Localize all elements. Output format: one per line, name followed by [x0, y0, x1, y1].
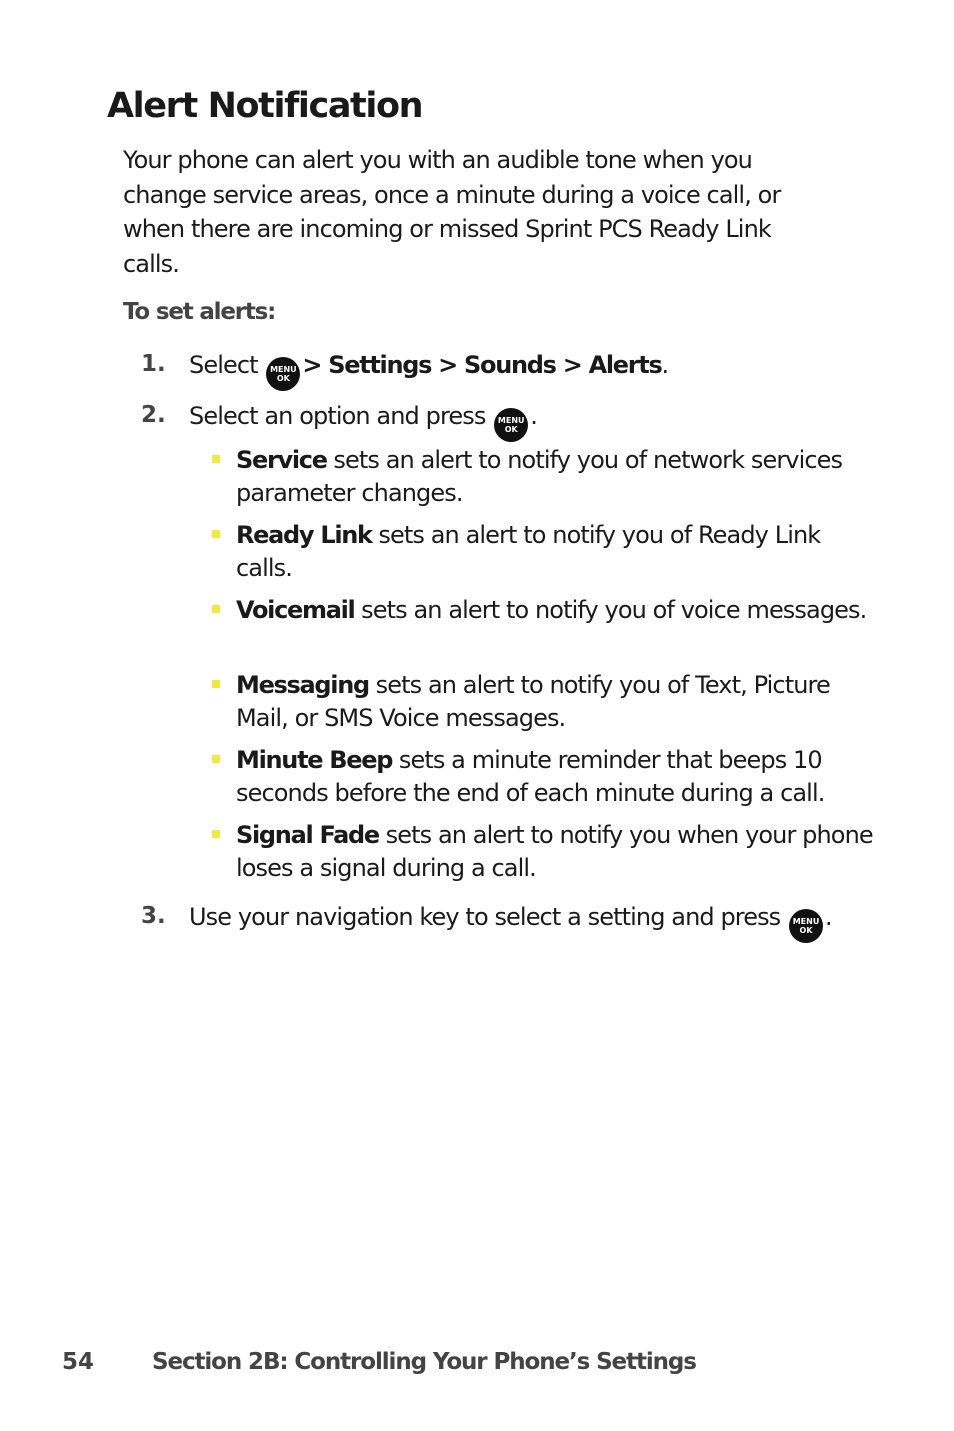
option-term: Minute Beep	[236, 746, 393, 774]
option-description: sets an alert to notify you of Ready Link calls.	[236, 521, 821, 582]
option-description: sets a minute reminder that beeps 10 seconds before the end of each minute during a call.	[236, 746, 825, 807]
page-title: Alert Notification	[107, 86, 423, 126]
option-voicemail	[236, 594, 876, 627]
option-description: sets an alert to notify you of Text, Picture Mail, or SMS Voice messages.	[236, 671, 830, 732]
option-description: sets an alert to notify you when your phone loses a signal during a call.	[236, 821, 873, 882]
bullet-square-icon	[212, 755, 220, 763]
bullet-square-icon	[212, 830, 220, 838]
bullet-square-icon	[212, 455, 220, 463]
option-ready-link	[236, 519, 876, 585]
step-1-menu-path: > Settings > Sounds > Alerts	[302, 351, 662, 379]
section-footer: Section 2B: Controlling Your Phone’s Settings	[152, 1349, 696, 1375]
option-messaging	[236, 669, 876, 735]
option-description: sets an alert to notify you of voice messages.	[354, 596, 867, 624]
bullet-square-icon	[212, 530, 220, 538]
step-3-prefix: Use your navigation key to select a setting and press	[189, 903, 781, 931]
bullet-square-icon	[212, 680, 220, 688]
menu-ok-key-icon: MENU OK	[789, 909, 823, 943]
bullet-square-icon	[212, 605, 220, 613]
step-2-number: 2.	[141, 402, 166, 428]
option-term: Signal Fade	[236, 821, 379, 849]
step-3-text: Use your navigation key to select a setting and press MENU OK .	[189, 903, 832, 943]
option-description: sets an alert to notify you of network services parameter changes.	[236, 446, 843, 507]
step-2-prefix: Select an option and press	[189, 402, 486, 430]
menu-ok-key-icon: MENU OK	[266, 357, 300, 391]
step-1-prefix: Select	[189, 351, 258, 379]
step-3-number: 3.	[141, 903, 166, 929]
page-number: 54	[62, 1349, 95, 1375]
option-service	[236, 444, 876, 510]
step-1-number: 1.	[141, 351, 166, 377]
option-term: Service	[236, 446, 327, 474]
option-term: Messaging	[236, 671, 369, 699]
menu-ok-key-icon: MENU OK	[494, 408, 528, 442]
option-signal-fade	[236, 819, 876, 885]
option-term: Ready Link	[236, 521, 372, 549]
procedure-heading: To set alerts:	[123, 299, 276, 325]
step-2-text: Select an option and press MENU OK .	[189, 402, 537, 442]
intro-paragraph: Your phone can alert you with an audible tone when you change service areas, once a minute during a voice call, or when there are incoming or missed Sprint PCS Ready Link calls.	[123, 146, 781, 278]
option-minute-beep	[236, 744, 876, 810]
step-1-text: Select MENU OK > Settings > Sounds > Alerts.	[189, 351, 668, 391]
option-term: Voicemail	[236, 596, 355, 624]
